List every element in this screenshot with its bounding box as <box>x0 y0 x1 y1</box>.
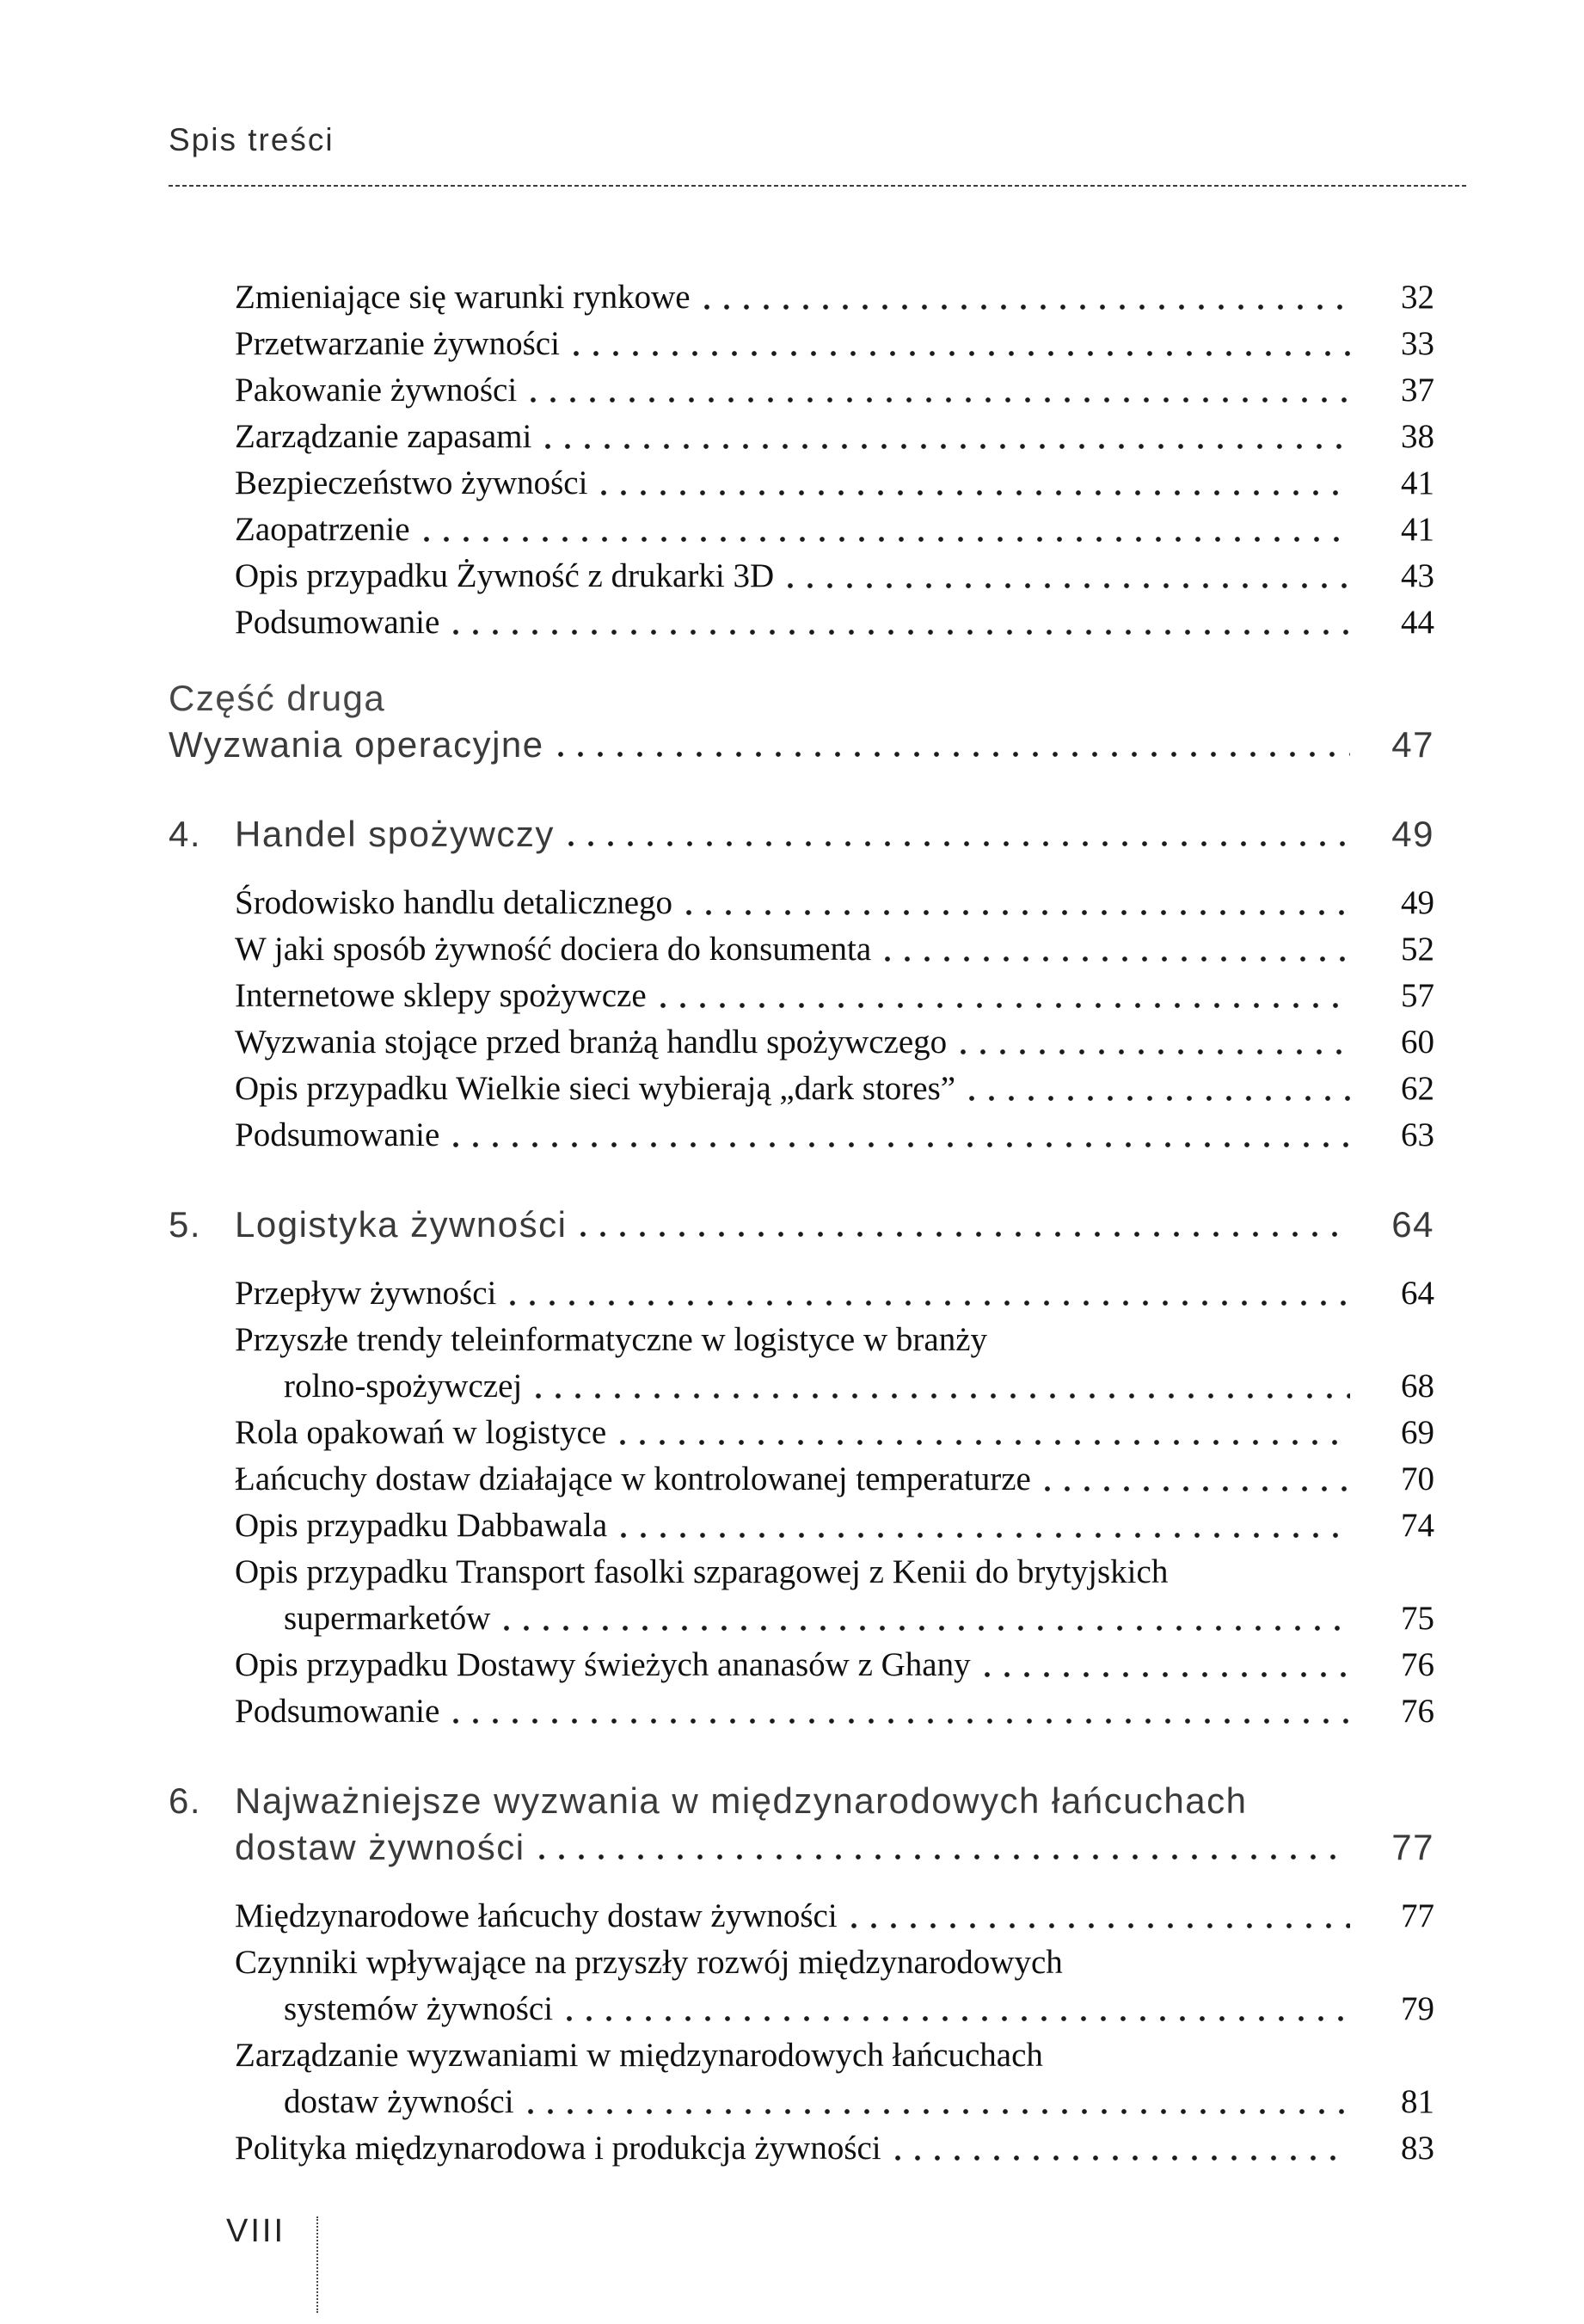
dot-leader <box>574 350 1350 357</box>
entry-label: Opis przypadku Wielkie sieci wybierają „dark stores” <box>235 1070 956 1107</box>
toc-entry <box>235 1688 1434 1735</box>
dot-leader <box>531 397 1350 403</box>
dot-leader <box>895 2155 1350 2161</box>
toc-entry <box>235 1503 1434 1549</box>
page-title: Spis treści <box>169 122 335 157</box>
folio-number: VIII <box>226 2213 286 2249</box>
entry-label: supermarketów <box>284 1600 491 1637</box>
toc-entry <box>235 1410 1434 1456</box>
dot-leader <box>424 536 1350 543</box>
page-number: 74 <box>1401 1507 1434 1544</box>
toc-entry <box>235 1066 1434 1112</box>
toc-entry <box>235 321 1434 367</box>
page-number: 75 <box>1401 1600 1434 1637</box>
page-number: 64 <box>1391 1204 1434 1245</box>
page-number: 37 <box>1401 372 1434 409</box>
chapter-title: dostaw żywności <box>235 1827 525 1867</box>
dot-leader <box>1045 1485 1350 1492</box>
page-number: 63 <box>1401 1116 1434 1153</box>
chapter-title: Handel spożywczy <box>235 814 555 854</box>
table-of-contents <box>169 274 1434 2172</box>
toc-entry <box>235 1893 1434 1940</box>
page-number: 77 <box>1401 1897 1434 1934</box>
dot-leader <box>528 2108 1350 2115</box>
entry-label: Opis przypadku Żywność z drukarki 3D <box>235 557 775 594</box>
dot-leader <box>567 2015 1350 2022</box>
toc-entry-continuation <box>284 1363 1434 1410</box>
entry-label: Pakowanie żywności <box>235 372 518 409</box>
page-number: 60 <box>1401 1024 1434 1061</box>
entry-label: Podsumowanie <box>235 1116 440 1153</box>
entry-label: Podsumowanie <box>235 1693 440 1730</box>
toc-entry <box>235 1642 1434 1688</box>
entry-label: Przyszłe trendy teleinformatyczne w logistyce w branży <box>235 1321 988 1358</box>
dot-leader <box>601 489 1350 496</box>
toc-entry <box>235 2125 1434 2172</box>
page-number: 33 <box>1401 325 1434 362</box>
page-number: 81 <box>1401 2083 1434 2120</box>
toc-entry-continuation <box>284 1595 1434 1642</box>
chapter-number: 5. <box>169 1204 202 1245</box>
dot-leader <box>704 304 1350 310</box>
page-number: 32 <box>1401 279 1434 316</box>
chapter-title: Najważniejsze wyzwania w międzynarodowych łańcuchach <box>235 1780 1248 1821</box>
page-number: 68 <box>1401 1368 1434 1405</box>
page-number: 70 <box>1401 1460 1434 1497</box>
entry-label: Zaopatrzenie <box>235 511 410 548</box>
entry-label: Internetowe sklepy spożywcze <box>235 977 647 1014</box>
page-number: 52 <box>1401 931 1434 968</box>
page-number: 38 <box>1401 418 1434 455</box>
dot-leader <box>453 1718 1350 1725</box>
part-kicker: Część druga <box>169 678 386 718</box>
toc-entry <box>235 1456 1434 1503</box>
dot-leader <box>580 1231 1350 1238</box>
entry-label: Rola opakowań w logistyce <box>235 1414 607 1451</box>
toc-entry <box>235 507 1434 553</box>
entry-label: systemów żywności <box>284 1990 554 2027</box>
chapter-title: Logistyka żywności <box>235 1204 568 1245</box>
toc-entry <box>235 973 1434 1019</box>
entry-label: Bezpieczeństwo żywności <box>235 464 588 501</box>
entry-label: Międzynarodowe łańcuchy dostaw żywności <box>235 1897 838 1934</box>
toc-entry <box>235 926 1434 973</box>
page-number: 57 <box>1401 977 1434 1014</box>
entry-label: Czynniki wpływające na przyszły rozwój międzynarodowych <box>235 1944 1063 1981</box>
page-number: 41 <box>1401 464 1434 501</box>
toc-entry <box>235 553 1434 599</box>
dot-leader <box>969 1095 1350 1102</box>
chapter-number: 4. <box>169 814 202 854</box>
entry-label: Łańcuchy dostaw działające w kontrolowanej temperaturze <box>235 1460 1031 1497</box>
chapter-heading <box>169 1202 1434 1248</box>
dot-leader <box>620 1439 1350 1446</box>
dot-leader <box>558 751 1350 758</box>
entry-label: Przetwarzanie żywności <box>235 325 560 362</box>
header-divider <box>169 184 1467 187</box>
toc-entry <box>235 1940 1434 1986</box>
page-number: 77 <box>1391 1827 1434 1867</box>
page-number: 43 <box>1401 557 1434 594</box>
chapter-heading <box>169 1778 1434 1824</box>
dot-leader <box>453 629 1350 636</box>
dot-leader <box>961 1048 1350 1055</box>
toc-entry-continuation <box>284 1986 1434 2032</box>
page-number: 62 <box>1401 1070 1434 1107</box>
toc-entry <box>235 599 1434 646</box>
toc-entry <box>235 414 1434 460</box>
toc-entry <box>235 460 1434 507</box>
entry-label: Opis przypadku Transport fasolki szparagowej z Kenii do brytyjskich <box>235 1553 1169 1590</box>
dot-leader <box>851 1922 1350 1929</box>
entry-label: dostaw żywności <box>284 2083 514 2120</box>
dot-leader <box>660 1002 1350 1009</box>
chapter-heading-continuation <box>235 1824 1434 1871</box>
page-footer <box>226 2213 1434 2313</box>
entry-label: Opis przypadku Dabbawala <box>235 1507 608 1544</box>
dot-leader <box>453 1141 1350 1148</box>
part-kicker-row <box>169 675 1434 722</box>
entry-label: Podsumowanie <box>235 604 440 641</box>
page-number: 49 <box>1391 814 1434 854</box>
part-heading <box>169 675 1434 768</box>
page-number: 69 <box>1401 1414 1434 1451</box>
toc-entry <box>235 1112 1434 1159</box>
dot-leader <box>885 956 1350 962</box>
chapter-heading <box>169 811 1434 858</box>
toc-entry <box>235 367 1434 414</box>
page-number: 44 <box>1401 604 1434 641</box>
entry-label: Wyzwania stojące przed branżą handlu spożywczego <box>235 1024 948 1061</box>
entry-label: Przepływ żywności <box>235 1275 497 1312</box>
page-number: 76 <box>1401 1693 1434 1730</box>
entry-label: Środowisko handlu detalicznego <box>235 884 673 921</box>
dot-leader <box>545 443 1350 450</box>
toc-entry <box>235 880 1434 926</box>
entry-label: Zmieniające się warunki rynkowe <box>235 279 691 316</box>
entry-label: Opis przypadku Dostawy świeżych ananasów z Ghany <box>235 1646 971 1683</box>
page-number: 64 <box>1401 1275 1434 1312</box>
entry-label: rolno-spożywczej <box>284 1368 523 1405</box>
toc-entry <box>235 1270 1434 1317</box>
dot-leader <box>536 1393 1350 1399</box>
entry-label: Zarządzanie zapasami <box>235 418 532 455</box>
dot-leader <box>686 909 1350 916</box>
page-number: 47 <box>1391 724 1434 765</box>
part-title-row <box>169 722 1434 768</box>
part-title: Wyzwania operacyjne <box>169 724 544 765</box>
page-number: 41 <box>1401 511 1434 548</box>
dot-leader <box>510 1300 1350 1306</box>
toc-entry <box>235 1317 1434 1363</box>
toc-entry <box>235 1019 1434 1066</box>
page-number: 49 <box>1401 884 1434 921</box>
toc-entry <box>235 274 1434 321</box>
page-number: 76 <box>1401 1646 1434 1683</box>
chapter-number: 6. <box>169 1780 202 1821</box>
dot-leader <box>621 1532 1350 1539</box>
dot-leader <box>568 840 1350 847</box>
toc-entry <box>235 2032 1434 2079</box>
footer-divider-line <box>316 2216 318 2313</box>
dot-leader <box>985 1671 1350 1678</box>
page-number: 79 <box>1401 1990 1434 2027</box>
toc-entry <box>235 1549 1434 1595</box>
dot-leader <box>504 1625 1350 1632</box>
page-number: 83 <box>1401 2130 1434 2167</box>
entry-label: Polityka międzynarodowa i produkcja żywności <box>235 2130 881 2167</box>
entry-label: W jaki sposób żywność dociera do konsumenta <box>235 931 872 968</box>
dot-leader <box>788 582 1350 589</box>
entry-label: Zarządzanie wyzwaniami w międzynarodowych łańcuchach <box>235 2037 1043 2074</box>
toc-entry-continuation <box>284 2079 1434 2125</box>
dot-leader <box>539 1854 1350 1860</box>
